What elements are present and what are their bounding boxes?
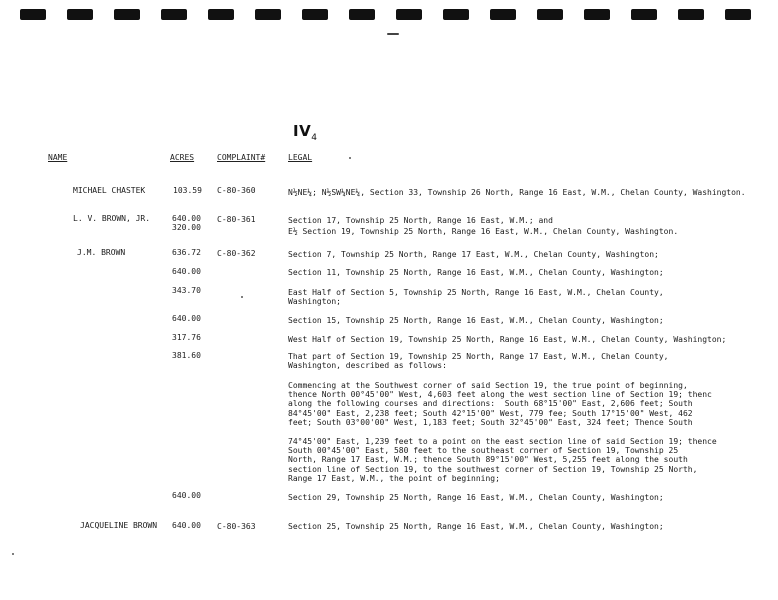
column-header-complaint: COMPLAINT# (217, 153, 266, 162)
page-heading: $IV_4$ (293, 122, 318, 143)
acres-value: 640.00 (172, 491, 201, 500)
scan-speck (12, 553, 14, 555)
legal-description: Section 11, Township 25 North, Range 16 East, W.M., Chelan County, Washington; (288, 268, 664, 277)
scan-speck (241, 296, 243, 298)
column-header-name: NAME (48, 153, 68, 162)
column-header-acres: ACRES (170, 153, 195, 162)
legal-description: 74°45'00" East, 1,239 feet to a point on the east section line of said Section 19; thence South 00°45'00" East, 580 feet to the southeast corner of Section 19, Township 25 North, Range 17 East, W.M.; thence South 89°15'00" West, 5,255 feet along the south section line of Section 19, to the southwest corner of Section 19, Township 25 North, Range 17 East, W.M., the point of beginning; (288, 437, 717, 483)
legal-description: That part of Section 19, Township 25 North, Range 17 East, W.M., Chelan County, Washington, described as follows: (288, 352, 669, 370)
legal-description: Section 7, Township 25 North, Range 17 East, W.M., Chelan County, Washington; (288, 250, 659, 259)
acres-value: 343.70 (172, 286, 201, 295)
acres-value: 636.72 (172, 248, 201, 257)
legal-description: Commencing at the Southwest corner of said Section 19, the true point of beginning, thence North 00°45'00" West, 4,603 feet along the west section line of Section 19; thenc along the following courses and directions: South 68°15'00" East, 2,606 feet; South 84°45'00" East, 2,238 feet; South 42°15'00" West, 779 fee; South 17°15'00" West, 462 feet; South 03°00'00" West, 1,183 feet; South 32°45'00" East, 324 feet; Thence South (288, 381, 712, 427)
complaint-number: C-80-360 (217, 186, 256, 195)
acres-value: 640.00 (172, 314, 201, 323)
legal-description: E½ Section 19, Township 25 North, Range 16 East, W.M., Chelan County, Washington. (288, 227, 679, 236)
acres-value: 317.76 (172, 333, 201, 342)
legal-description: N½NE¼; N½SW¼NE¼, Section 33, Township 26 North, Range 16 East, W.M., Chelan County, Washington. (288, 188, 746, 197)
acres-value: 640.00 (172, 521, 201, 530)
acres-value: 381.60 (172, 351, 201, 360)
acres-value: 640.00 (172, 267, 201, 276)
scan-mark (387, 33, 399, 35)
legal-description: Section 15, Township 25 North, Range 16 East, W.M., Chelan County, Washington; (288, 316, 664, 325)
legal-description: East Half of Section 5, Township 25 North, Range 16 East, W.M., Chelan County, Washington; (288, 288, 664, 306)
complaint-number: C-80-362 (217, 249, 256, 258)
owner-name: L. V. BROWN, JR. (73, 214, 151, 223)
complaint-number: C-80-363 (217, 522, 256, 531)
legal-description: Section 25, Township 25 North, Range 16 East, W.M., Chelan County, Washington; (288, 522, 664, 531)
acres-value: 640.00 (172, 214, 201, 223)
acres-value: 320.00 (172, 223, 201, 232)
owner-name: J.M. BROWN (77, 248, 126, 257)
owner-name: JACQUELINE BROWN (80, 521, 158, 530)
acres-value: 103.59 (173, 186, 202, 195)
legal-description: Section 17, Township 25 North, Range 16 East, W.M.; and (288, 216, 553, 225)
binder-perforations (0, 9, 778, 21)
column-header-legal: LEGAL (288, 153, 313, 162)
owner-name: MICHAEL CHASTEK (73, 186, 146, 195)
complaint-number: C-80-361 (217, 215, 256, 224)
legal-description: West Half of Section 19, Township 25 North, Range 16 East, W.M., Chelan County, Washington; (288, 335, 727, 344)
legal-description: Section 29, Township 25 North, Range 16 East, W.M., Chelan County, Washington; (288, 493, 664, 502)
scan-speck (349, 157, 351, 159)
